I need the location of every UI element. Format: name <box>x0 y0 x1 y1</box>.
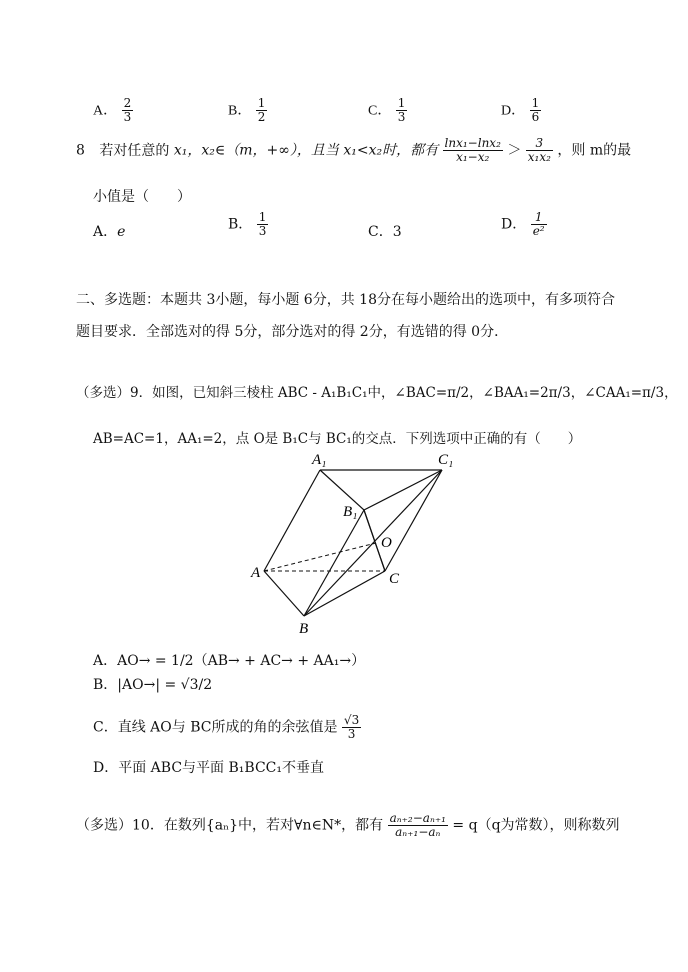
question-8-line1: 8 若对任意的 x₁，x₂∈（m，+∞），且当 x₁<x₂时，都有 $\frac{\text{lnx₁−lnx₂}}{\text{x₁−x₂}}$ ＞ $\frac{3}{\text{x₁x₂}}$ ，则 m的最 <box>76 136 632 165</box>
question-8-line2: 小值是（ ） <box>93 189 191 205</box>
q9-option-a: A．AO→ = 1/2（AB→ + AC→ + AA₁→） <box>93 653 366 669</box>
q7-option-b: B． $\frac{1}{2}$ <box>228 96 266 125</box>
q7-option-b-fraction: $\frac{1}{2}$ <box>257 96 266 125</box>
section-2-line1: 二、多选题：本题共 3小题，每小题 6分，共 18分在每小题给出的选项中，有多项符合 <box>76 292 615 308</box>
q9-option-c: C．直线 AO与 BC所成的角的余弦值是 $\frac{√3}{3}$ <box>93 713 360 742</box>
q8-option-d-fraction: $\frac{1}{\text{e²}}$ <box>532 210 545 239</box>
edge-aa1 <box>264 470 320 571</box>
q8-option-b-fraction: $\frac{1}{3}$ <box>258 210 267 239</box>
q7-option-a-fraction: $\frac{2}{3}$ <box>123 96 132 125</box>
question-9-line2: AB=AC=1，AA₁=2，点 O是 B₁C与 BC₁的交点．下列选项中正确的有（ ） <box>93 431 582 447</box>
label-b1: B₁ <box>343 504 358 520</box>
label-a: A <box>251 565 261 581</box>
q9-option-d: D．平面 ABC与平面 B₁BCC₁不垂直 <box>93 760 324 776</box>
label-b: B <box>299 621 309 637</box>
q8-option-b: B． $\frac{1}{3}$ <box>228 210 267 239</box>
label-o: O <box>381 535 392 551</box>
label-c: C <box>389 571 400 587</box>
q8-option-d: D． $\frac{1}{\text{e²}}$ <box>501 210 545 239</box>
q7-option-c-fraction: $\frac{1}{3}$ <box>397 96 406 125</box>
question-8-number: 8 <box>76 142 85 159</box>
section-2-line2: 题目要求．全部选对的得 5分，部分选对的得 2分，有选错的得 0分． <box>76 324 509 340</box>
label-c1: C₁ <box>438 452 454 468</box>
prism-figure <box>250 448 460 640</box>
q8-rhs-fraction: $\frac{3}{\text{x₁x₂}}$ <box>527 136 551 165</box>
q8-option-c: C．3 <box>368 224 402 240</box>
edge-a1b1 <box>320 470 364 510</box>
q7-option-d: D． $\frac{1}{6}$ <box>501 96 540 125</box>
q7-option-d-fraction: $\frac{1}{6}$ <box>531 96 540 125</box>
q8-option-a: A．e <box>93 224 126 240</box>
edge-bb1 <box>304 510 364 616</box>
q9-option-b: B．|AO→| = √3/2 <box>93 677 213 693</box>
q7-option-a: A． $\frac{2}{3}$ <box>93 96 132 125</box>
question-10-line1: （多选）10．在数列{aₙ}中，若对∀n∈N*，都有 $\frac{\text{aₙ₊₂−aₙ₊₁}}{\text{aₙ₊₁−aₙ}}$ = q（q为常数），则称数列 <box>76 811 620 840</box>
q10-fraction: $\frac{\text{aₙ₊₂−aₙ₊₁}}{\text{aₙ₊₁−aₙ}}$ <box>389 811 446 840</box>
q8-lhs-fraction: $\frac{\text{lnx₁−lnx₂}}{\text{x₁−x₂}}$ <box>444 136 501 165</box>
edge-ab <box>264 571 304 616</box>
question-9-line1: （多选）9．如图，已知斜三棱柱 ABC - A₁B₁C₁中，∠BAC=π/2，∠BAA₁=2π/3，∠CAA₁=π/3， <box>76 385 678 401</box>
q9-option-c-fraction: $\frac{√3}{3}$ <box>343 713 360 742</box>
q7-option-c: C． $\frac{1}{3}$ <box>368 96 406 125</box>
line-bc1 <box>304 470 442 616</box>
label-a1: A₁ <box>312 452 327 468</box>
